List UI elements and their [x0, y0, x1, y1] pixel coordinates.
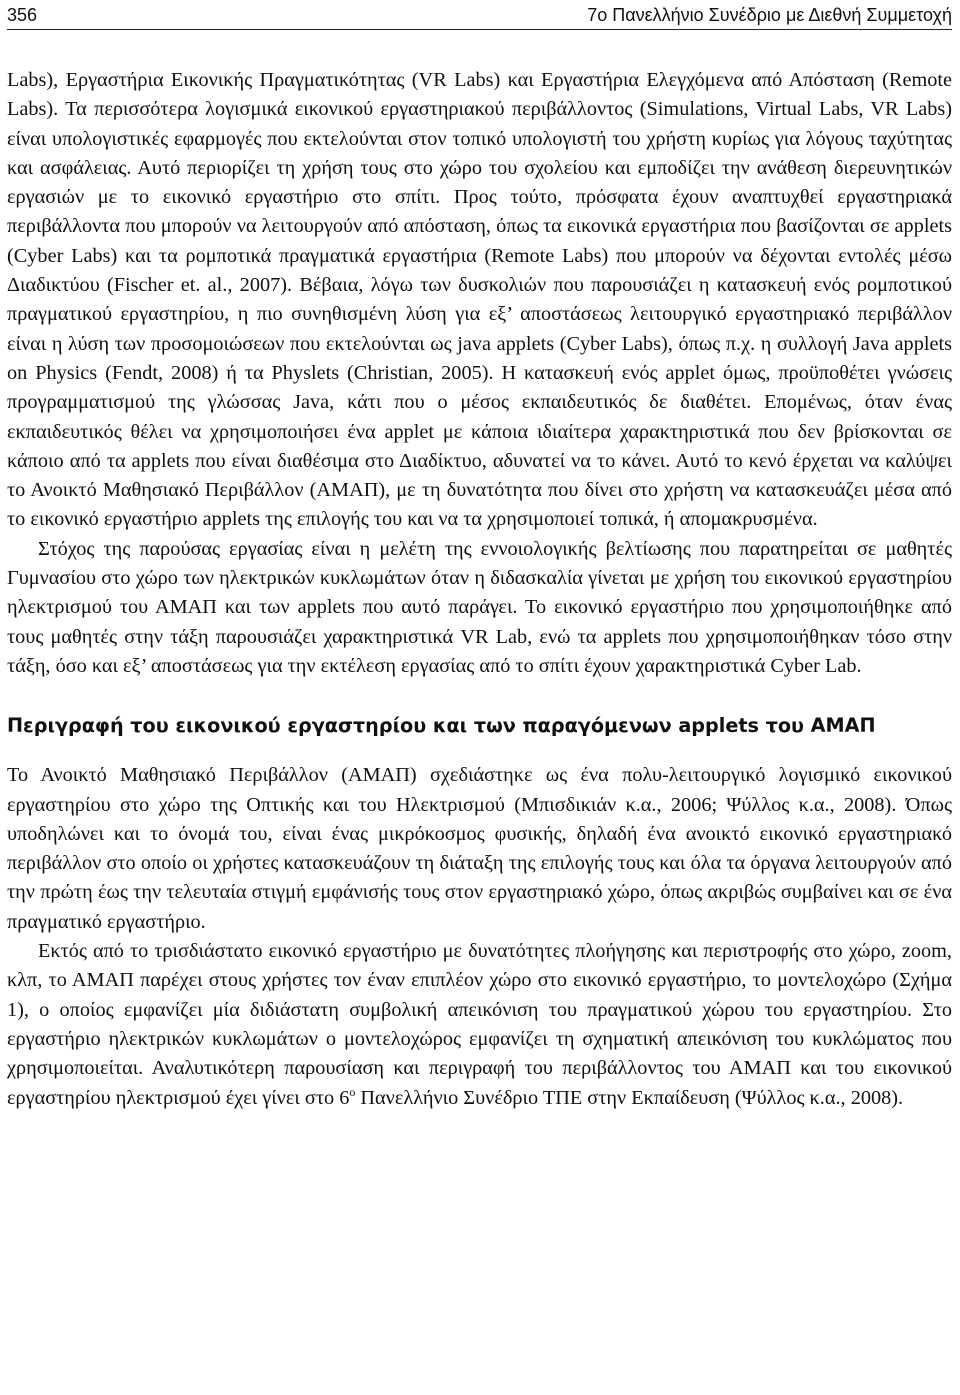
paragraph-continued: Labs), Εργαστήρια Εικονικής Πραγματικότητας (VR Labs) και Εργαστήρια Ελεγχόμενα από Απόσταση (Remote Labs). Τα περισσότερα λογισμικά εικονικού εργαστηριακού περιβάλλοντος (Simulations, Virtual Labs, VR Labs) είναι υπολογιστικές εφαρμογές που εκτελούνται στον τοπικό υπολογιστή του χρήστη κυρίως για λόγους ταχύτητας και ασφάλειας. Αυτό περιορίζει τη χρήση τους στο χώρο του σχολείου και εμποδίζει την ανάθεση διερευνητικών εργασιών με το εικονικό εργαστήριο στο σπίτι. Προς τούτο, πρόσφατα έχουν αναπτυχθεί εργαστηριακά περιβάλλοντα που μπορούν να λειτουργούν από απόσταση, όπως τα εικονικά εργαστήρια που βασίζονται σε applets (Cyber Labs) και τα ρομποτικά πραγματικά εργαστήρια (Remote Labs) που μπορούν να δέχονται εντολές μέσω Διαδικτύου (Fischer et. al., 2007). Βέβαια, λόγω των δυσκολιών που παρουσιάζει η κατασκευή ενός ρομποτικού πραγματικού εργαστηρίου, η πιο συνηθισμένη λύση για εξ’ αποστάσεως λειτουργικό εργαστηριακό περιβάλλον είναι η λύση των προσομοιώσεων που εκτελούνται ως java applets (Cyber Labs), όπως π.χ. η συλλογή Java applets on Physics (Fendt, 2008) ή τα Physlets (Christian, 2005). Η κατασκευή ενός applet όμως, προϋποθέτει γνώσεις προγραμματισμού της γλώσσας Java, κάτι που ο μέσος εκπαιδευτικός δε διαθέτει. Επομένως, όταν ένας εκπαιδευτικός θέλει να χρησιμοποιήσει ένα applet με κάποια ιδιαίτερα χαρακτηριστικά που δεν βρίσκονται σε κάποιο από τα applets που είναι διαθέσιμα στο Διαδίκτυο, αδυνατεί να το κάνει. Αυτό το κενό έρχεται να καλύψει το Ανοικτό Μαθησιακό Περιβάλλον (ΑΜΑΠ), με τη δυνατότητα που δίνει στο χρήστη να κατασκευάζει μέσα από το εικονικό εργαστήριο applets της επιλογής του και να τα χρησιμοποιεί τοπικά, ή απομακρυσμένα. — [7, 69, 952, 531]
paragraph-modelspace — [7, 937, 952, 1113]
page-number: 356 — [7, 5, 38, 25]
running-header — [7, 0, 952, 30]
ordinal-superscript: ο — [349, 1084, 356, 1099]
conference-title: 7ο Πανελλήνιο Συνέδριο με Διεθνή Συμμετοχή — [587, 5, 952, 25]
paragraph-modelspace-tail: Πανελλήνιο Συνέδριο ΤΠΕ στην Εκπαίδευση (Ψύλλος κ.α., 2008). — [355, 1086, 904, 1109]
section-heading: Περιγραφή του εικονικού εργαστηρίου και των παραγόμενων applets του ΑΜΑΠ — [7, 714, 876, 738]
body-text — [7, 66, 952, 1113]
paragraph-study-goal: Στόχος της παρούσας εργασίας είναι η μελέτη της εννοιολογικής βελτίωσης που παρατηρείται σε μαθητές Γυμνασίου στο χώρο των ηλεκτρικών κυκλωμάτων όταν η διδασκαλία γίνεται με χρήση του εικονικού εργαστηρίου ηλεκτρισμού του ΑΜΑΠ και των applets που αυτό παράγει. Το εικονικό εργαστήριο που χρησιμοποιήθηκε από τους μαθητές στην τάξη παρουσιάζει χαρακτηριστικά VR Lab, ενώ τα applets που χρησιμοποιήθηκαν τόσο στην τάξη, όσο και εξ’ αποστάσεως για την εκτέλεση εργασίας από το σπίτι έχουν χαρακτηριστικά Cyber Lab. — [7, 537, 952, 677]
paragraph-modelspace-text: Εκτός από το τρισδιάστατο εικονικό εργαστήριο με δυνατότητες πλοήγησης και περιστροφής στο χώρο, zoom, κλπ, το ΑΜΑΠ παρέχει στους χρήστες τον έναν επιπλέον χώρο στο εικονικό εργαστήριο, το μοντελοχώρο (Σχήμα 1), ο οποίος εμφανίζει μία διδιάστατη συμβολική απεικόνιση του πραγματικού χώρου του εργαστηρίου. Στο εργαστήριο ηλεκτρικών κυκλωμάτων ο μοντελοχώρος εμφανίζει τη σχηματική απεικόνιση του κυκλώματος που χρησιμοποιείται. Αναλυτικότερη παρουσίαση και περιγραφή του περιβάλλοντος του ΑΜΑΠ και του εικονικού εργαστηρίου ηλεκτρισμού έχει γίνει στο 6 — [7, 940, 952, 1109]
paragraph-amap-description: Το Ανοικτό Μαθησιακό Περιβάλλον (ΑΜΑΠ) σχεδιάστηκε ως ένα πολυ-λειτουργικό λογισμικό εικονικού εργαστηρίου στο χώρο της Οπτικής και του Ηλεκτρισμού (Μπισδικιάν κ.α., 2006; Ψύλλος κ.α., 2008). Όπως υποδηλώνει και το όνομά του, είναι ένας μικρόκοσμος φυσικής, δηλαδή ένα ανοικτό εικονικό εργαστηριακό περιβάλλον στο οποίο οι χρήστες κατασκευάζουν τη διάταξη της επιλογής τους και όλα τα όργανα λειτουργούν από την πρώτη έως την τελευταία στιγμή εμφάνισής τους στον εργαστηριακό χώρο, όπως ακριβώς συμβαίνει και σε ένα πραγματικό εργαστήριο. — [7, 764, 952, 933]
